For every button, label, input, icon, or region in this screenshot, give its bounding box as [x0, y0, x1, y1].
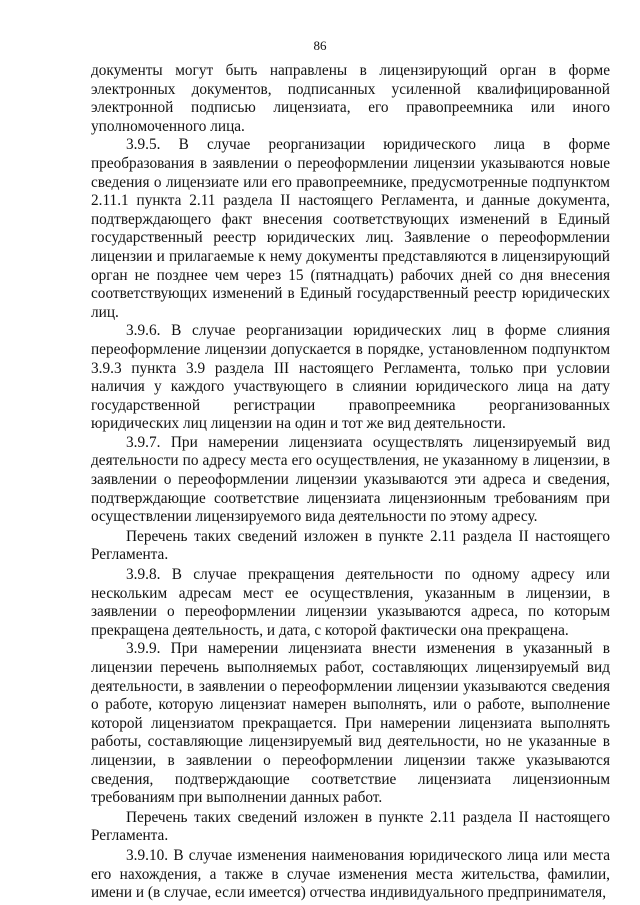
paragraph-3-9-5: 3.9.5. В случае реорганизации юридического лица в форме преобразования в заявлении о переоформлении лицензии указываются новые сведения о лицензиате или его правопреемнике, предусмотренные подпунктом 2.11.1 пункта 2.11 раздела II настоящего Регламента, и данные документа, подтверждающего факт внесения соответствующих изменений в Единый государственный реестр юридических лиц. Заявление о переоформлении лицензии и прилагаемые к нему документы представляются в лицензирующий орган не позднее чем через 15 (пятнадцать) рабочих дней со дня внесения соответствующих изменений в Единый государственный реестр юридических лиц.: [91, 136, 610, 321]
paragraph-continuation: документы могут быть направлены в лицензирующий орган в форме электронных документов, подписанных усиленной квалифицированной электронной подписью лицензиата, его правопреемника или иного уполномоченного лица.: [91, 62, 610, 135]
document-body: [91, 62, 610, 903]
paragraph-list-reference-1: Перечень таких сведений изложен в пункте 2.11 раздела II настоящего Регламента.: [91, 527, 610, 564]
paragraph-3-9-8: 3.9.8. В случае прекращения деятельности по одному адресу или нескольким адресам мест ее осуществления, указанным в лицензии, в заявлении о переоформлении лицензии указываются адреса, по которым прекращена деятельность, и дата, с которой фактически она прекращена.: [91, 566, 610, 639]
paragraph-3-9-7: 3.9.7. При намерении лицензиата осуществлять лицензируемый вид деятельности по адресу места его осуществления, не указанному в лицензии, в заявлении о переоформлении лицензии указываются эти адреса и сведения, подтверждающие соответствие лицензиата лицензионным требованиям при осуществлении лицензируемого вида деятельности по этому адресу.: [91, 433, 610, 526]
paragraph-3-9-9: 3.9.9. При намерении лицензиата внести изменения в указанный в лицензии перечень выполняемых работ, составляющих лицензируемый вид деятельности, в заявлении о переоформлении лицензии указываются сведения о работе, которую лицензиат намерен выполнять, или о работе, выполнение которой лицензиатом прекращается. При намерении лицензиата выполнять работы, составляющие лицензируемый вид деятельности, но не указанные в лицензии, в заявлении о переоформлении лицензии также указываются сведения, подтверждающие соответствие лицензиата лицензионным требованиям при выполнении данных работ.: [91, 640, 610, 807]
paragraph-3-9-10: 3.9.10. В случае изменения наименования юридического лица или места его нахождения, а также в случае изменения места жительства, фамилии, имени и (в случае, если имеется) отчества индивидуального предпринимателя,: [91, 846, 610, 902]
paragraph-3-9-6: 3.9.6. В случае реорганизации юридических лиц в форме слияния переоформление лицензии допускается в порядке, установленном подпунктом 3.9.3 пункта 3.9 раздела III настоящего Регламента, только при условии наличия у каждого участвующего в слиянии юридического лица на дату государственной регистрации правопреемника реорганизованных юридических лиц лицензии на один и тот же вид деятельности.: [91, 322, 610, 433]
page-number: 86: [313, 38, 327, 53]
paragraph-list-reference-2: Перечень таких сведений изложен в пункте 2.11 раздела II настоящего Регламента.: [91, 808, 610, 845]
